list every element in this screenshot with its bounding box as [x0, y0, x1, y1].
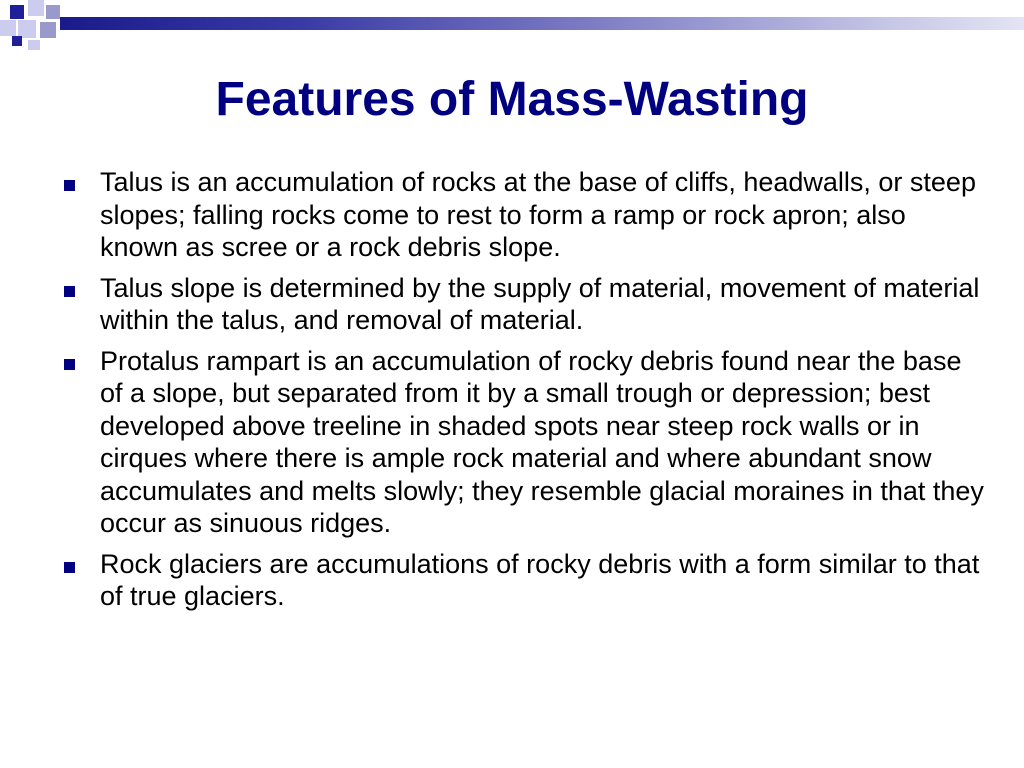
deco-square [28, 40, 40, 50]
square-bullet-icon [64, 286, 75, 297]
bullet-text: Protalus rampart is an accumulation of rocky debris found near the base of a slope, but separated from it by a small trough or depression; best developed above treeline in shaded spots near steep rock walls or in cirques where there is ample rock material and where abundant snow accumulates and melts slowly; they resemble glacial moraines in that they occur as sinuous ridges. [100, 345, 984, 538]
slide-title: Features of Mass-Wasting [215, 73, 809, 126]
bullet-item [100, 166, 990, 264]
bullet-item [100, 272, 990, 337]
square-bullet-icon [64, 180, 75, 191]
bullet-item [100, 345, 990, 540]
square-bullet-icon [64, 562, 75, 573]
deco-square [28, 0, 44, 16]
bullet-text: Rock glaciers are accumulations of rocky debris with a form similar to that of true glaciers. [100, 548, 980, 611]
deco-square [0, 20, 16, 36]
deco-square [40, 22, 56, 38]
square-bullet-icon [64, 359, 75, 370]
bullet-item [100, 548, 990, 613]
deco-square [10, 5, 24, 19]
bullet-list [100, 166, 990, 621]
deco-square [46, 5, 60, 19]
bullet-text: Talus slope is determined by the supply of material, movement of material within the talus, and removal of material. [100, 272, 980, 335]
deco-square [12, 36, 22, 46]
header-stripe [60, 17, 1024, 30]
bullet-text: Talus is an accumulation of rocks at the base of cliffs, headwalls, or steep slopes; falling rocks come to rest to form a ramp or rock apron; also known as scree or a rock debris slope. [100, 167, 976, 262]
